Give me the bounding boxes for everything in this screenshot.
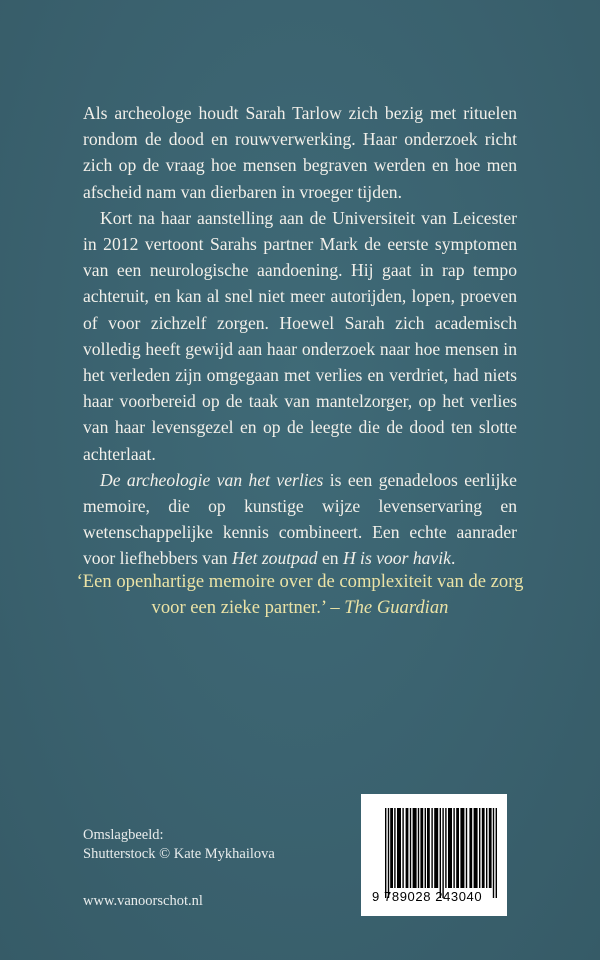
blurb-text: en	[317, 548, 343, 569]
related-book-title-1: Het zoutpad	[232, 548, 318, 569]
blurb-paragraph-1: Als archeologe houdt Sarah Tarlow zich bezig met rituelen rondom de dood en rouwverwerking. Haar onderzoek richt zich op de vraag hoe mensen begraven werden en hoe men afscheid nam van dierbaren in vroeger tijden.	[83, 103, 517, 202]
credits-value: Shutterstock © Kate Mykhailova	[83, 846, 275, 862]
quote-source: The Guardian	[344, 597, 449, 618]
blurb-text: .	[450, 548, 456, 569]
cover-credits	[83, 826, 275, 864]
blurb-paragraph-3	[83, 467, 517, 572]
barcode-icon	[385, 808, 497, 898]
quote-text: ‘Een openhartige memoire over de complexiteit van de zorg voor een zieke partner.’ –	[76, 571, 524, 618]
related-book-title-2: H is voor havik	[342, 548, 451, 569]
blurb-paragraph-2: Kort na haar aanstelling aan de Universiteit van Leicester in 2012 vertoont Sarahs partner Mark de eerste symptomen van een neurologische aandoening. Hij gaat in rap tempo achteruit, en kan al snel niet meer autorijden, lopen, proeven of voor zichzelf zorgen. Hoewel Sarah zich academisch volledig heeft gewijd aan haar onderzoek naar hoe mensen in het verleden zijn omgegaan met verlies en verdriet, had niets haar voorbereid op de taak van mantelzorger, op het verlies van haar levensgezel en op de leegte die de dood ten slotte achterlaat.	[83, 207, 517, 464]
isbn-barcode	[361, 794, 507, 916]
publisher-website: www.vanoorschot.nl	[83, 893, 203, 909]
credits-label: Omslagbeeld:	[83, 827, 164, 843]
book-title: De archeologie van het verlies	[100, 469, 324, 490]
press-quote	[70, 569, 530, 621]
blurb-text: is een genadeloos eerlijke memoire, die op kunstige wijze levenservaring en wetenschappelijke kennis combineert. Een echte aanrader voor liefhebbers van	[83, 469, 517, 569]
isbn-number: 9 789028 243040	[372, 889, 483, 904]
back-cover-blurb	[83, 100, 517, 572]
